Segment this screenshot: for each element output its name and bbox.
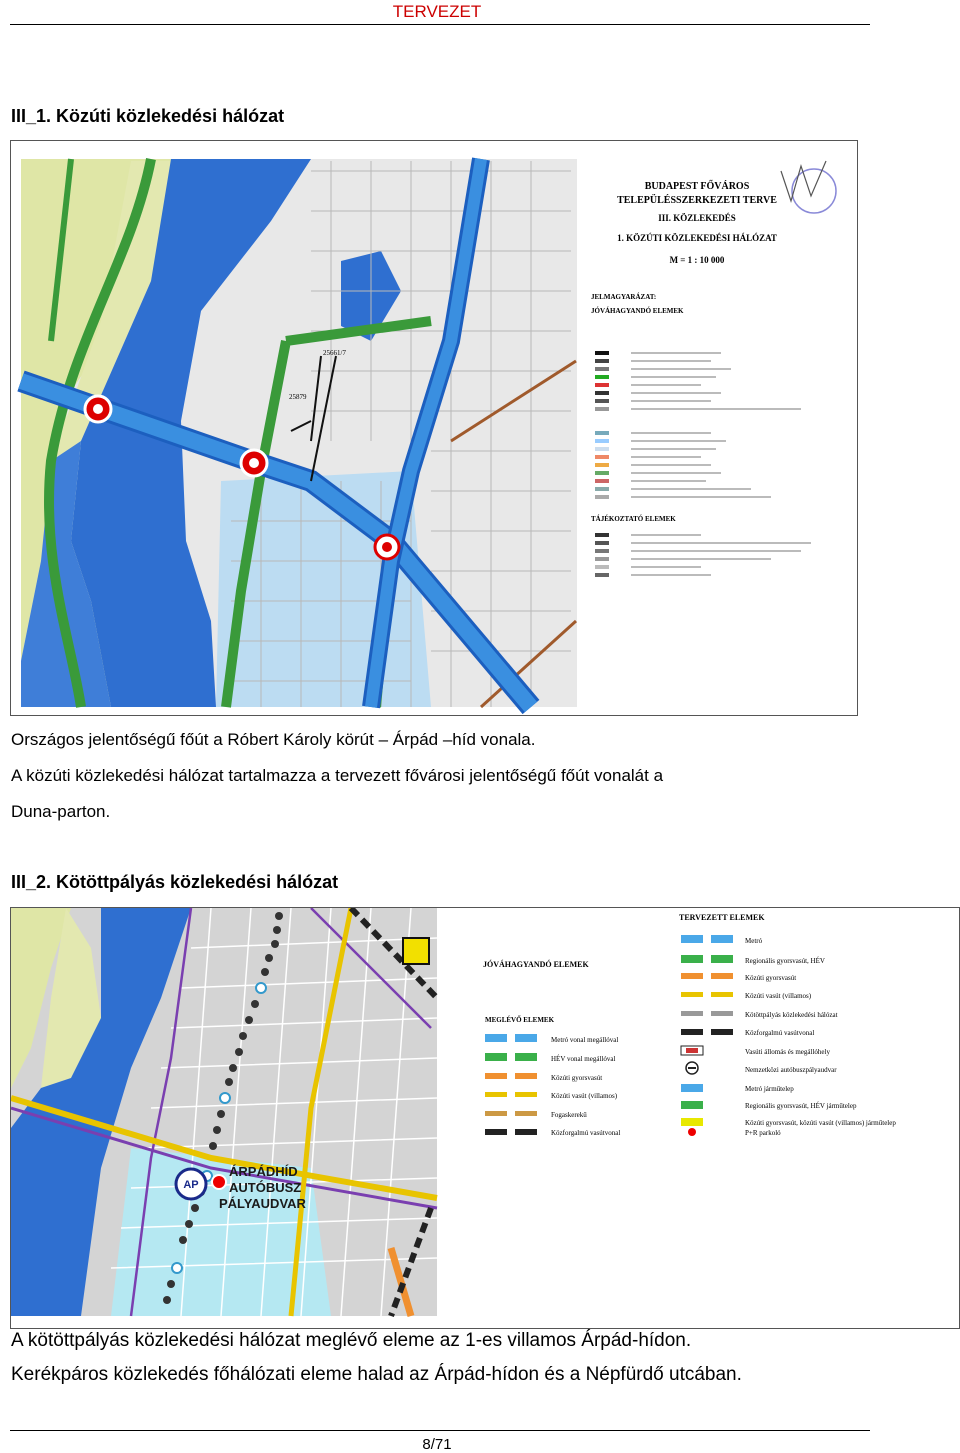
road-network-map-svg [11, 141, 857, 715]
map-scale: M = 1 : 10 000 [669, 255, 725, 265]
legend-label: Kötöttpályás közlekedési hálózat [745, 1011, 838, 1019]
legend-label: Fogaskerekű [551, 1111, 587, 1119]
legend-label: Regionális gyorsvasút, HÉV járműtelep [745, 1102, 857, 1110]
station-label-line: ÁRPÁDHÍD [229, 1164, 298, 1179]
station-label-line: AUTÓBUSZ [229, 1180, 302, 1195]
legend-label: Közúti vasút (villamos) [745, 992, 812, 1000]
map-title-line: BUDAPEST FŐVÁROS [644, 181, 750, 192]
legend-label: Közforgalmú vasútvonal [551, 1129, 621, 1137]
section1-paragraph-line: Duna-parton. [11, 802, 111, 821]
legend-keep-heading: JÓVÁHAGYANDÓ ELEMEK [591, 307, 684, 315]
legend-label: Közúti gyorsvasút [745, 974, 797, 982]
legend-label: P+R parkoló [745, 1129, 781, 1137]
legend-label: Vasúti állomás és megállóhely [745, 1048, 830, 1056]
station-label-line: PÁLYAUDVAR [219, 1196, 306, 1211]
legend-label: Közúti vasút (villamos) [551, 1092, 618, 1100]
section1-paragraph-line: A közúti közlekedési hálózat tartalmazza a tervezett fővárosi jelentőségű főút vonalát a [11, 766, 664, 785]
legend-label: Regionális gyorsvasút, HÉV [745, 957, 825, 965]
map-title-line: III. KÖZLEKEDÉS [658, 213, 736, 223]
section2-paragraph-line: Kerékpáros közlekedés főhálózati eleme halad az Árpád-hídon és a Népfürdő utcában. [11, 1364, 742, 1385]
parcel-label: 25661/7 [323, 349, 346, 357]
section2-paragraph-line: A kötöttpályás közlekedési hálózat meglévő eleme az 1-es villamos Árpád-hídon. [11, 1330, 692, 1351]
legend-label: Közúti gyorsvasút [551, 1074, 603, 1082]
legend-label: Metró járműtelep [745, 1085, 794, 1093]
map-title-line: TELEPÜLÉSSZERKEZETI TERVE [617, 195, 777, 206]
legend-label: Nemzetközi autóbuszpályaudvar [745, 1066, 837, 1074]
legend-heading: JELMAGYARÁZAT: [591, 293, 657, 301]
legend-info-heading: TÁJÉKOZTATÓ ELEMEK [591, 515, 676, 523]
legend-planned-heading: TERVEZETT ELEMEK [679, 913, 765, 922]
road-network-map [10, 140, 858, 716]
legend-label: Közforgalmú vasútvonal [745, 1029, 815, 1037]
park-and-ride-marker [403, 938, 429, 964]
parcel-label: 25879 [289, 393, 307, 401]
page-number: 8/71 [422, 1436, 452, 1453]
bus-station-badge-label: AP [183, 1179, 199, 1191]
map1-caption: Országos jelentőségű főút a Róbert Károly körút – Árpád –híd vonala. [11, 730, 536, 749]
map-title-line: 1. KÖZÚTI KÖZLEKEDÉSI HÁLÓZAT [617, 233, 777, 243]
legend-label: Közúti gyorsvasút, közúti vasút (villamos) járműtelep [745, 1119, 896, 1127]
legend-keep-heading: JÓVÁHAGYANDÓ ELEMEK [483, 960, 589, 969]
header-title: TERVEZET [392, 2, 482, 21]
section-heading-2: III_2. Kötöttpályás közlekedési hálózat [11, 872, 339, 892]
rail-network-map-svg [11, 908, 959, 1328]
header-rule [10, 24, 870, 25]
legend-label: Metró vonal megállóval [551, 1036, 619, 1044]
station-marker [212, 1175, 226, 1189]
footer-rule [10, 1430, 870, 1431]
rail-network-map [10, 907, 960, 1329]
junction-marker [375, 535, 399, 559]
junction-marker [85, 396, 111, 422]
legend-existing-heading: MEGLÉVŐ ELEMEK [485, 1016, 555, 1024]
legend-label: Metró [745, 937, 763, 945]
legend-label: HÉV vonal megállóval [551, 1055, 616, 1063]
section-heading-1: III_1. Közúti közlekedési hálózat [11, 106, 285, 126]
junction-marker [241, 450, 267, 476]
